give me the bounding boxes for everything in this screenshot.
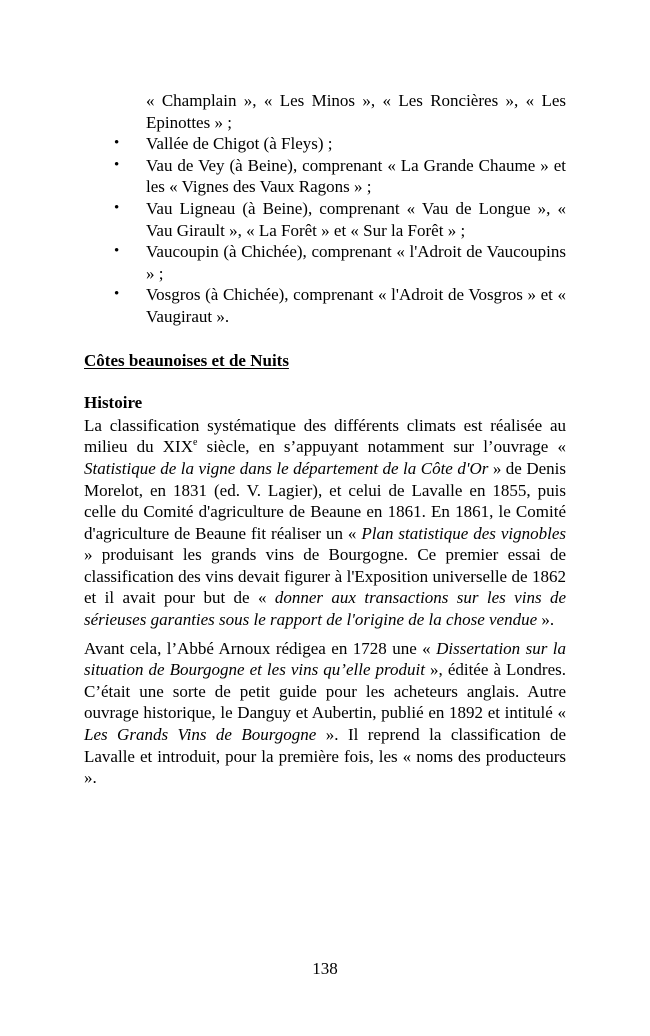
text-run: ». Il reprend la classification de Lavalle et introduit, pour la première fois, les « noms des producteurs ».	[84, 725, 566, 788]
list-item-text: Vau de Vey (à Beine), comprenant « La Grande Chaume » et les « Vignes des Vaux Ragons » ;	[146, 155, 566, 197]
list-item-text: Vau Ligneau (à Beine), comprenant « Vau de Longue », « Vau Girault », « La Forêt » et « Sur la Forêt » ;	[146, 198, 566, 240]
text-run: La classification systématique des différents climats est réalisée au milieu du XIX	[84, 415, 566, 457]
superscript: e	[192, 436, 198, 448]
list-item	[114, 155, 566, 198]
section-title: Côtes beaunoises et de Nuits	[84, 350, 289, 370]
book-title: Les Grands Vins de Bourgogne	[84, 725, 317, 745]
text-run: Avant cela, l’Abbé Arnoux rédigea en 1728 une «	[84, 638, 437, 658]
text-run: », éditée à Londres. C’était une sorte de petit guide pour les acheteurs anglais. Autre ouvrage historique, le Danguy et Aubertin, publié en 1892 et intitulé «	[84, 660, 566, 723]
list-item	[114, 241, 566, 284]
text-run: » de Denis Morelot, en 1831 (ed. V. Lagier), et celui de Lavalle en 1855, puis celle du Comité d'agriculture de Beaune en 1861. En 1861, le Comité d'agriculture de Beaune fit réaliser un «	[84, 458, 566, 543]
list-item	[114, 133, 566, 155]
list-item	[114, 198, 566, 241]
list-item-text: Vosgros (à Chichée), comprenant « l'Adroit de Vosgros » et « Vaugiraut ».	[146, 285, 566, 326]
text-run: ».	[537, 610, 555, 630]
text-run: » produisant les grands vins de Bourgogne. Ce premier essai de classification des vins devait figurer à l'Exposition universelle de 1862 et il avait pour but de «	[84, 545, 566, 608]
bullet-icon: •	[114, 156, 120, 173]
bullet-icon: •	[114, 199, 120, 216]
page-body	[84, 90, 566, 789]
book-title: Dissertation sur la situation de Bourgogne et les vins qu’elle produit	[84, 638, 566, 680]
book-title: Plan statistique des vignobles	[361, 523, 566, 543]
quotation: donner aux transactions sur les vins de sérieuses garanties sous le rapport de l'origine de la chose vendue	[84, 588, 566, 630]
text-run: siècle, en s’appuyant notamment sur l’ouvrage «	[197, 437, 566, 457]
page-number: 138	[312, 959, 338, 978]
bullet-icon: •	[114, 135, 120, 152]
book-title: Statistique de la vigne dans le département de la Côte d'Or	[84, 458, 489, 478]
list-item-text: Vaucoupin (à Chichée), comprenant « l'Adroit de Vaucoupins » ;	[146, 242, 566, 283]
list-continuation: « Champlain », « Les Minos », « Les Roncières », « Les Epinottes » ;	[146, 91, 566, 132]
bullet-icon: •	[114, 243, 120, 260]
bullet-icon: •	[114, 286, 120, 303]
list-item-text: Vallée de Chigot (à Fleys) ;	[146, 134, 333, 154]
subsection-title: Histoire	[84, 393, 143, 413]
history-paragraph-1	[84, 415, 566, 631]
list-item	[114, 284, 566, 327]
climats-list	[84, 133, 566, 327]
history-paragraph-2	[84, 638, 566, 789]
